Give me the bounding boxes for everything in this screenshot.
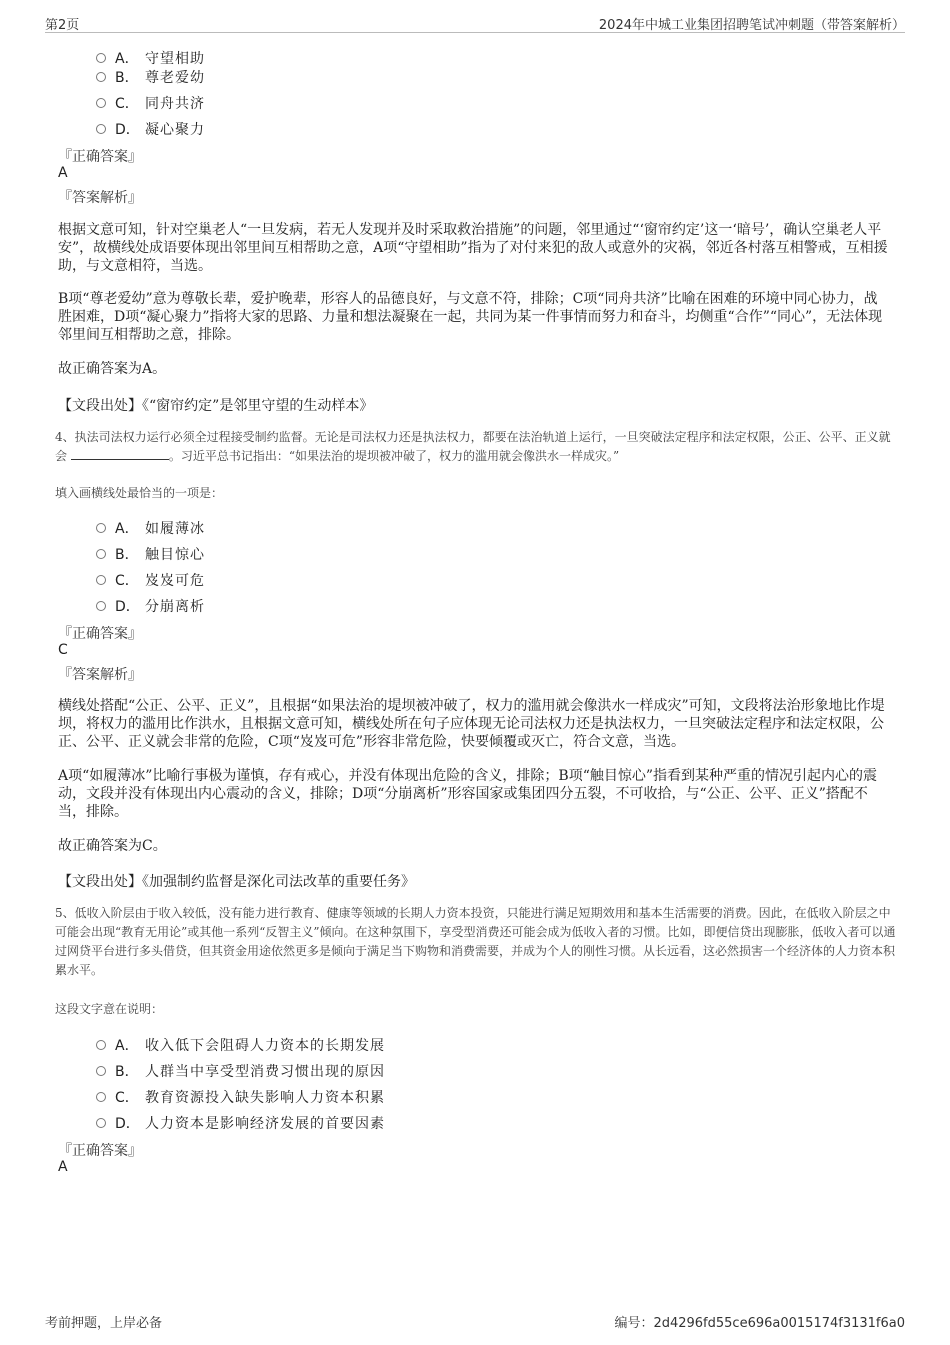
q4-option-b[interactable]: B． 触目惊心 — [96, 544, 205, 564]
q5-option-a[interactable]: A． 收入低下会阻碍人力资本的长期发展 — [96, 1035, 385, 1055]
radio-icon[interactable] — [96, 1040, 106, 1050]
page-footer — [45, 1312, 905, 1334]
q3-option-b[interactable]: B． 尊老爱幼 — [96, 67, 205, 87]
q4-answer: C — [58, 642, 68, 658]
q5-stem: 5、低收入阶层由于收入较低，没有能力进行教育、健康等领域的长期人力资本投资，只能进行满足短期效用和基本生活需要的消费。因此，在低收入阶层之中可能会出现“教育无用论”或其他一系列“反智主义”倾向。在这种氛围下，享受型消费还可能会成为低收入者的习惯。比如，即便信贷出现膨胀，低收入者可以通过网贷平台进行多头借贷，但其资金用途依然更多是倾向于满足当下购物和消费需要，并成为个人的刚性习惯。从长远看，这必然损害一个经济体的人力资本积累水平。 — [55, 906, 896, 977]
q3-answer: A — [58, 165, 68, 181]
q3-analysis-label: 『答案解析』 — [58, 190, 142, 206]
q3-option-a[interactable]: A． 守望相助 — [96, 48, 205, 68]
document-title: 2024年中城工业集团招聘笔试冲刺题（带答案解析） — [598, 18, 905, 33]
radio-icon[interactable] — [96, 53, 106, 63]
q3-correct-answer-label: 『正确答案』 — [58, 149, 142, 165]
radio-icon[interactable] — [96, 523, 106, 533]
q5-prompt: 这段文字意在说明： — [55, 1002, 164, 1016]
radio-icon[interactable] — [96, 1092, 106, 1102]
q4-stem: 4、执法司法权力运行必须全过程接受制约监督。无论是司法权力还是执法权力，都要在法治轨道上运行，一旦突破法定程序和法定权限，公正、公平、正义就会 。习近平总书记指出：“如果法治的堤坝被冲破了，权力的滥用就会像洪水一样成灾。” — [55, 430, 891, 463]
page-header — [45, 10, 905, 33]
q4-analysis-para-2: A项“如履薄冰”比喻行事极为谨慎，存有戒心，并没有体现出危险的含义，排除；B项“触目惊心”指看到某种严重的情况引起内心的震动，文段并没有体现出内心震动的含义，排除；D项“分崩离析”形容国家或集团四分五裂，不可收拾，与“公正、公平、正义”搭配不当，排除。 — [58, 768, 878, 820]
q5-option-d[interactable]: D． 人力资本是影响经济发展的首要因素 — [96, 1113, 385, 1133]
q5-option-c[interactable]: C． 教育资源投入缺失影响人力资本积累 — [96, 1087, 385, 1107]
q3-source: 【文段出处】《“窗帘约定”是邻里守望的生动样本》 — [58, 398, 374, 414]
radio-icon[interactable] — [96, 1118, 106, 1128]
q4-correct-answer-label: 『正确答案』 — [58, 626, 142, 642]
footer-slogan: 考前押题，上岸必备 — [45, 1316, 163, 1331]
q5-correct-answer-label: 『正确答案』 — [58, 1143, 142, 1159]
radio-icon[interactable] — [96, 72, 106, 82]
q3-option-c[interactable]: C． 同舟共济 — [96, 93, 205, 113]
q3-analysis-para-2: B项“尊老爱幼”意为尊敬长辈，爱护晚辈，形容人的品德良好，与文意不符，排除；C项“同舟共济”比喻在困难的环境中同心协力，战胜困难，D项“凝心聚力”指将大家的思路、力量和想法凝聚在一起，共同为某一件事情而努力和奋斗，均侧重“合作”“同心”，无法体现邻里间互相帮助之意，排除。 — [58, 291, 883, 343]
q5-option-b[interactable]: B． 人群当中享受型消费习惯出现的原因 — [96, 1061, 385, 1081]
q4-option-d[interactable]: D． 分崩离析 — [96, 596, 205, 616]
q4-prompt: 填入画横线处最恰当的一项是： — [55, 486, 224, 500]
q3-analysis-para-1: 根据文意可知，针对空巢老人“一旦发病，若无人发现并及时采取救治措施”的问题，邻里通过“‘窗帘约定’这一‘暗号’，确认空巢老人平安”，故横线处成语要体现出邻里间互相帮助之意，A项“守望相助”指为了对付来犯的敌人或意外的灾祸，邻近各村落互相警戒，互相援助，与文意相符，当选。 — [58, 222, 888, 274]
q4-analysis-conclusion: 故正确答案为C。 — [58, 838, 167, 854]
radio-icon[interactable] — [96, 575, 106, 585]
fill-blank — [71, 447, 169, 460]
q5-answer: A — [58, 1159, 68, 1175]
radio-icon[interactable] — [96, 549, 106, 559]
q4-analysis-para-1: 横线处搭配“公正、公平、正义”，且根据“如果法治的堤坝被冲破了，权力的滥用就会像洪水一样成灾”可知，文段将法治形象地比作堤坝，将权力的滥用比作洪水，且根据文意可知，横线处所在句子应体现无论司法权力还是执法权力，一旦突破法定程序和法定权限，公正、公平、正义就会非常的危险，C项“岌岌可危”形容非常危险，快要倾覆或灭亡，符合文意，当选。 — [58, 698, 885, 750]
document-serial: 编号：2d4296fd55ce696a0015174f3131f6a0 — [614, 1316, 905, 1331]
page-number: 第2页 — [45, 18, 80, 33]
radio-icon[interactable] — [96, 601, 106, 611]
q3-option-d[interactable]: D． 凝心聚力 — [96, 119, 205, 139]
radio-icon[interactable] — [96, 124, 106, 134]
q3-analysis-conclusion: 故正确答案为A。 — [58, 361, 167, 377]
radio-icon[interactable] — [96, 98, 106, 108]
q4-analysis-label: 『答案解析』 — [58, 667, 142, 683]
q4-option-c[interactable]: C． 岌岌可危 — [96, 570, 205, 590]
q4-source: 【文段出处】《加强制约监督是深化司法改革的重要任务》 — [58, 874, 415, 890]
q4-option-a[interactable]: A． 如履薄冰 — [96, 518, 205, 538]
radio-icon[interactable] — [96, 1066, 106, 1076]
